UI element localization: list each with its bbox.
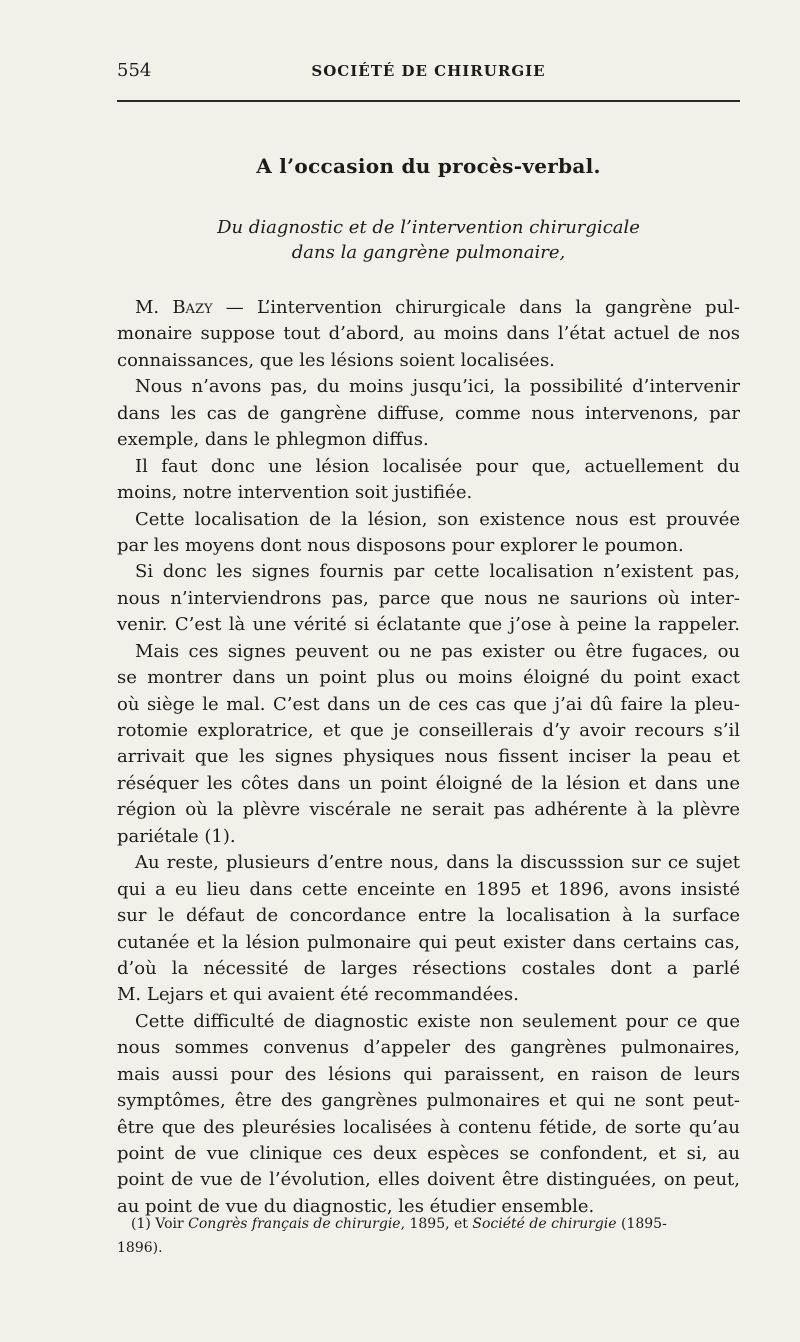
article-heading: A l’occasion du procès-verbal. — [256, 154, 601, 178]
footnote-line-1: (1) Voir Congrès français de chirurgie, 1895, et Société de chirurgie (1895- — [131, 1216, 667, 1232]
body-line: nous sommes convenus d’appeler des gangrènes pulmonaires, — [117, 1037, 740, 1059]
body-line: où siège le mal. C’est dans un de ces cas que j’ai dû faire la pleu- — [117, 693, 740, 715]
body-line: d’où la nécessité de larges résections costales dont a parlé — [117, 957, 740, 979]
body-line: réséquer les côtes dans un point éloigné de la lésion et dans une — [117, 772, 740, 794]
footnote — [117, 1212, 740, 1260]
body-line: se montrer dans un point plus ou moins éloigné du point exact — [117, 667, 740, 689]
body-line: monaire suppose tout d’abord, au moins dans l’état actuel de nos — [117, 323, 740, 345]
body-line: exemple, dans le phlegmon diffus. — [117, 429, 429, 451]
article-subtitle-line-1: Du diagnostic et de l’intervention chirurgicale — [217, 217, 640, 238]
body-line: point de vue de l’évolution, elles doivent être distinguées, on peut, — [117, 1169, 740, 1191]
body-line: Au reste, plusieurs d’entre nous, dans la discusssion sur ce sujet — [135, 852, 740, 874]
body-line: point de vue clinique ces deux espèces se confondent, et si, au — [117, 1143, 740, 1164]
page-number: 554 — [117, 60, 152, 81]
body-line: arrivait que les signes physiques nous fissent inciser la peau et — [117, 746, 740, 768]
footnote-ref-congres: Congrès français de chirurgie — [188, 1216, 401, 1232]
body-line: mais aussi pour des lésions qui paraissent, en raison de leurs — [117, 1063, 740, 1085]
journal-title: SOCIÉTÉ DE CHIRURGIE — [311, 62, 546, 80]
article-body — [117, 295, 740, 1220]
body-line: Il faut donc une lésion localisée pour que, actuellement du — [135, 455, 740, 477]
body-line: Mais ces signes peuvent ou ne pas exister ou être fugaces, ou — [135, 640, 740, 662]
footnote-line-2: 1896). — [117, 1240, 163, 1256]
body-line: M. Bazy — L’intervention chirurgicale dans la gangrène pul- — [135, 297, 740, 318]
body-line: symptômes, être des gangrènes pulmonaires et qui ne sont peut- — [117, 1090, 740, 1112]
article-subtitle-line-2: dans la gangrène pulmonaire, — [291, 242, 566, 263]
body-line: qui a eu lieu dans cette enceinte en 1895 et 1896, avons insisté — [117, 878, 740, 900]
body-line: Cette localisation de la lésion, son existence nous est prouvée — [135, 508, 740, 530]
body-line: Cette difficulté de diagnostic existe non seulement pour ce que — [135, 1010, 740, 1032]
body-line: moins, notre intervention soit justifiée. — [117, 482, 473, 504]
body-line: par les moyens dont nous disposons pour explorer le poumon. — [117, 534, 684, 556]
running-head — [117, 60, 740, 86]
body-line: au point de vue du diagnostic, les étudier ensemble. — [117, 1195, 595, 1217]
body-line: cutanée et la lésion pulmonaire qui peut exister dans certains cas, — [117, 931, 740, 953]
body-line: rotomie exploratrice, et que je conseillerais d’y avoir recours s’il — [117, 720, 740, 741]
speaker-name: M. Bazy — [135, 297, 213, 318]
body-line: connaissances, que les lésions soient localisées. — [117, 349, 555, 371]
body-line: région où la plèvre viscérale ne serait pas adhérente à la plèvre — [117, 799, 740, 821]
body-line: venir. C’est là une vérité si éclatante que j’ose à peine la rappeler. — [117, 614, 740, 636]
footnote-ref-societe: Société de chirurgie — [472, 1216, 617, 1232]
body-line: nous n’interviendrons pas, parce que nous ne saurions où inter- — [117, 587, 740, 609]
body-line: pariétale (1). — [117, 825, 236, 847]
body-line: Si donc les signes fournis par cette localisation n’existent pas, — [135, 561, 740, 583]
header-rule — [117, 100, 740, 102]
body-line: dans les cas de gangrène diffuse, comme nous intervenons, par — [117, 402, 740, 424]
body-line: être que des pleurésies localisées à contenu fétide, de sorte qu’au — [117, 1116, 740, 1138]
body-line: Nous n’avons pas, du moins jusqu’ici, la possibilité d’intervenir — [135, 376, 740, 398]
body-line: M. Lejars et qui avaient été recommandées. — [117, 984, 519, 1006]
body-line: sur le défaut de concordance entre la localisation à la surface — [117, 905, 740, 927]
